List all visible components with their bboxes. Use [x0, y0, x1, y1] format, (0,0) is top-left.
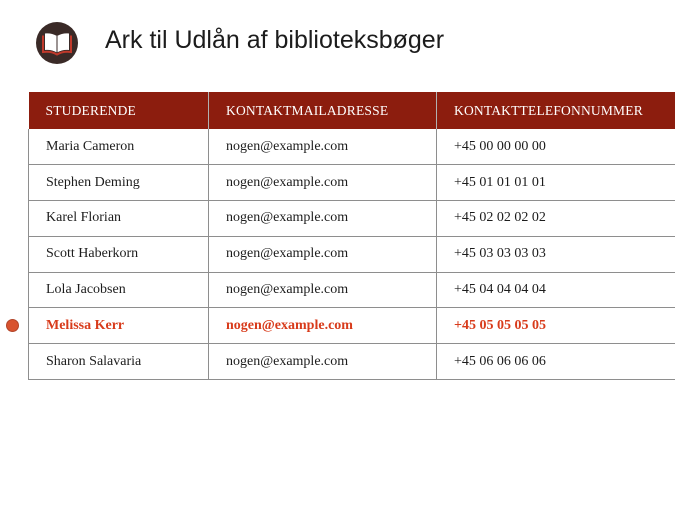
phone-cell: +45 06 06 06 06 [437, 344, 675, 380]
selected-row-marker [6, 319, 19, 332]
table-row[interactable] [29, 236, 675, 272]
student-name-cell: Karel Florian [29, 201, 209, 237]
phone-cell: +45 02 02 02 02 [437, 201, 675, 237]
email-cell: nogen@example.com [209, 344, 437, 380]
column-header-email: KONTAKTMAILADRESSE [209, 92, 437, 129]
email-cell: nogen@example.com [209, 308, 437, 344]
table-row[interactable] [29, 344, 675, 380]
column-header-phone: KONTAKTTELEFONNUMMER [437, 92, 675, 129]
email-cell: nogen@example.com [209, 201, 437, 237]
phone-cell: +45 03 03 03 03 [437, 236, 675, 272]
student-name-cell: Melissa Kerr [29, 308, 209, 344]
email-cell: nogen@example.com [209, 129, 437, 165]
column-header-student: STUDERENDE [45, 102, 136, 118]
phone-cell: +45 00 00 00 00 [437, 129, 675, 165]
student-name-cell: Stephen Deming [29, 165, 209, 201]
open-book-icon [36, 22, 78, 64]
table-row[interactable] [29, 165, 675, 201]
table-row[interactable] [29, 272, 675, 308]
student-name-cell: Scott Haberkorn [29, 236, 209, 272]
table-row-highlighted[interactable] [29, 308, 675, 344]
email-cell: nogen@example.com [209, 236, 437, 272]
phone-cell: +45 04 04 04 04 [437, 272, 675, 308]
student-name-cell: Sharon Salavaria [29, 344, 209, 380]
table-row[interactable] [29, 201, 675, 237]
table-body [29, 129, 675, 380]
table-row[interactable] [29, 129, 675, 165]
table-header [29, 92, 675, 129]
phone-cell: +45 05 05 05 05 [437, 308, 675, 344]
email-cell: nogen@example.com [209, 272, 437, 308]
borrowing-table [28, 92, 675, 380]
student-name-cell: Maria Cameron [29, 129, 209, 165]
borrowing-table-container [28, 92, 675, 380]
book-logo-icon [36, 22, 78, 64]
student-name-cell: Lola Jacobsen [29, 272, 209, 308]
header-row [29, 92, 675, 129]
email-cell: nogen@example.com [209, 165, 437, 201]
phone-cell: +45 01 01 01 01 [437, 165, 675, 201]
page-title: Ark til Udlån af biblioteksbøger [105, 26, 445, 54]
